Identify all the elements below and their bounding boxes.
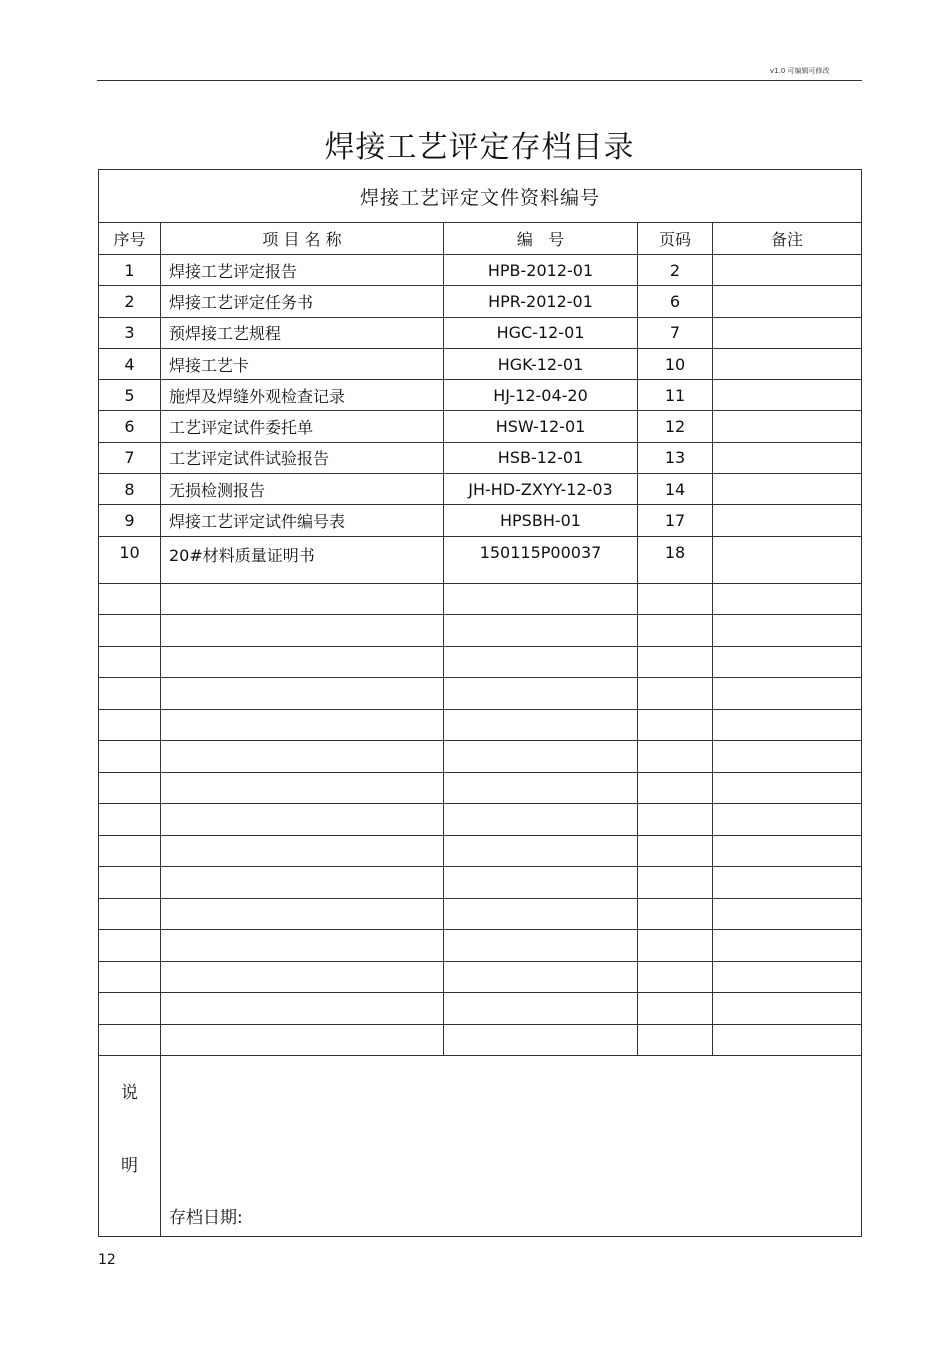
row-code: JH-HD-ZXYY-12-03 bbox=[444, 474, 638, 505]
row-page: 17 bbox=[638, 505, 713, 536]
header-version-note: v1.0 可编辑可修改 bbox=[770, 67, 830, 75]
table-row bbox=[99, 317, 862, 348]
empty-row bbox=[99, 804, 862, 836]
row-name: 预焊接工艺规程 bbox=[161, 317, 444, 348]
row-remark bbox=[713, 380, 862, 411]
row-index: 2 bbox=[99, 286, 161, 317]
empty-row bbox=[99, 961, 862, 993]
table-subtitle: 焊接工艺评定文件资料编号 bbox=[99, 170, 862, 223]
column-header-index: 序号 bbox=[99, 223, 161, 255]
empty-row bbox=[99, 646, 862, 678]
row-remark bbox=[713, 411, 862, 442]
empty-row bbox=[99, 898, 862, 930]
row-index: 3 bbox=[99, 317, 161, 348]
row-page: 10 bbox=[638, 348, 713, 379]
row-remark bbox=[713, 505, 862, 536]
table-row bbox=[99, 442, 862, 473]
table-row bbox=[99, 536, 862, 583]
table-row bbox=[99, 474, 862, 505]
row-code: HSB-12-01 bbox=[444, 442, 638, 473]
row-index: 8 bbox=[99, 474, 161, 505]
empty-row bbox=[99, 930, 862, 962]
row-code: HSW-12-01 bbox=[444, 411, 638, 442]
table-row bbox=[99, 255, 862, 286]
row-index: 6 bbox=[99, 411, 161, 442]
row-page: 11 bbox=[638, 380, 713, 411]
row-name: 焊接工艺卡 bbox=[161, 348, 444, 379]
table-row bbox=[99, 348, 862, 379]
empty-row bbox=[99, 867, 862, 899]
column-header-name: 项 目 名 称 bbox=[161, 223, 444, 255]
row-code: HPB-2012-01 bbox=[444, 255, 638, 286]
row-name: 焊接工艺评定任务书 bbox=[161, 286, 444, 317]
row-page: 7 bbox=[638, 317, 713, 348]
row-page: 13 bbox=[638, 442, 713, 473]
row-page: 2 bbox=[638, 255, 713, 286]
row-code: HJ-12-04-20 bbox=[444, 380, 638, 411]
row-name: 焊接工艺评定试件编号表 bbox=[161, 505, 444, 536]
empty-row bbox=[99, 993, 862, 1025]
empty-row bbox=[99, 615, 862, 647]
table-row bbox=[99, 411, 862, 442]
page-title: 焊接工艺评定存档目录 bbox=[324, 130, 635, 165]
empty-row bbox=[99, 835, 862, 867]
row-remark bbox=[713, 536, 862, 583]
notes-label-char-2: 明 bbox=[121, 1156, 138, 1177]
row-name: 无损检测报告 bbox=[161, 474, 444, 505]
row-remark bbox=[713, 255, 862, 286]
table-row bbox=[99, 505, 862, 536]
row-page: 14 bbox=[638, 474, 713, 505]
notes-row bbox=[99, 1056, 862, 1237]
row-page: 12 bbox=[638, 411, 713, 442]
row-remark bbox=[713, 317, 862, 348]
row-remark bbox=[713, 474, 862, 505]
row-name: 工艺评定试件委托单 bbox=[161, 411, 444, 442]
row-index: 5 bbox=[99, 380, 161, 411]
row-index: 9 bbox=[99, 505, 161, 536]
row-index: 10 bbox=[99, 536, 161, 583]
row-index: 4 bbox=[99, 348, 161, 379]
empty-row bbox=[99, 772, 862, 804]
notes-body bbox=[161, 1056, 862, 1237]
row-name: 工艺评定试件试验报告 bbox=[161, 442, 444, 473]
table-row bbox=[99, 380, 862, 411]
page-number: 12 bbox=[98, 1252, 116, 1268]
column-header-remark: 备注 bbox=[713, 223, 862, 255]
column-header-page: 页码 bbox=[638, 223, 713, 255]
row-page: 6 bbox=[638, 286, 713, 317]
row-code: 150115P00037 bbox=[444, 536, 638, 583]
row-code: HPR-2012-01 bbox=[444, 286, 638, 317]
row-name: 焊接工艺评定报告 bbox=[161, 255, 444, 286]
empty-row bbox=[99, 1024, 862, 1056]
row-name: 20#材料质量证明书 bbox=[161, 536, 444, 583]
archive-table-body bbox=[99, 170, 862, 1237]
archive-index-table bbox=[98, 169, 862, 1237]
empty-row bbox=[99, 709, 862, 741]
column-header-code: 编 号 bbox=[444, 223, 638, 255]
empty-row bbox=[99, 741, 862, 773]
row-page: 18 bbox=[638, 536, 713, 583]
row-index: 1 bbox=[99, 255, 161, 286]
notes-label-char-1: 说 bbox=[121, 1083, 138, 1104]
header-divider bbox=[97, 80, 862, 81]
notes-label bbox=[99, 1056, 161, 1237]
row-code: HGK-12-01 bbox=[444, 348, 638, 379]
row-remark bbox=[713, 348, 862, 379]
row-code: HPSBH-01 bbox=[444, 505, 638, 536]
table-header-row bbox=[99, 223, 862, 255]
table-row bbox=[99, 286, 862, 317]
empty-row bbox=[99, 583, 862, 615]
row-code: HGC-12-01 bbox=[444, 317, 638, 348]
archive-date-label: 存档日期: bbox=[169, 1208, 243, 1229]
row-remark bbox=[713, 442, 862, 473]
row-name: 施焊及焊缝外观检查记录 bbox=[161, 380, 444, 411]
row-index: 7 bbox=[99, 442, 161, 473]
empty-row bbox=[99, 678, 862, 710]
row-remark bbox=[713, 286, 862, 317]
